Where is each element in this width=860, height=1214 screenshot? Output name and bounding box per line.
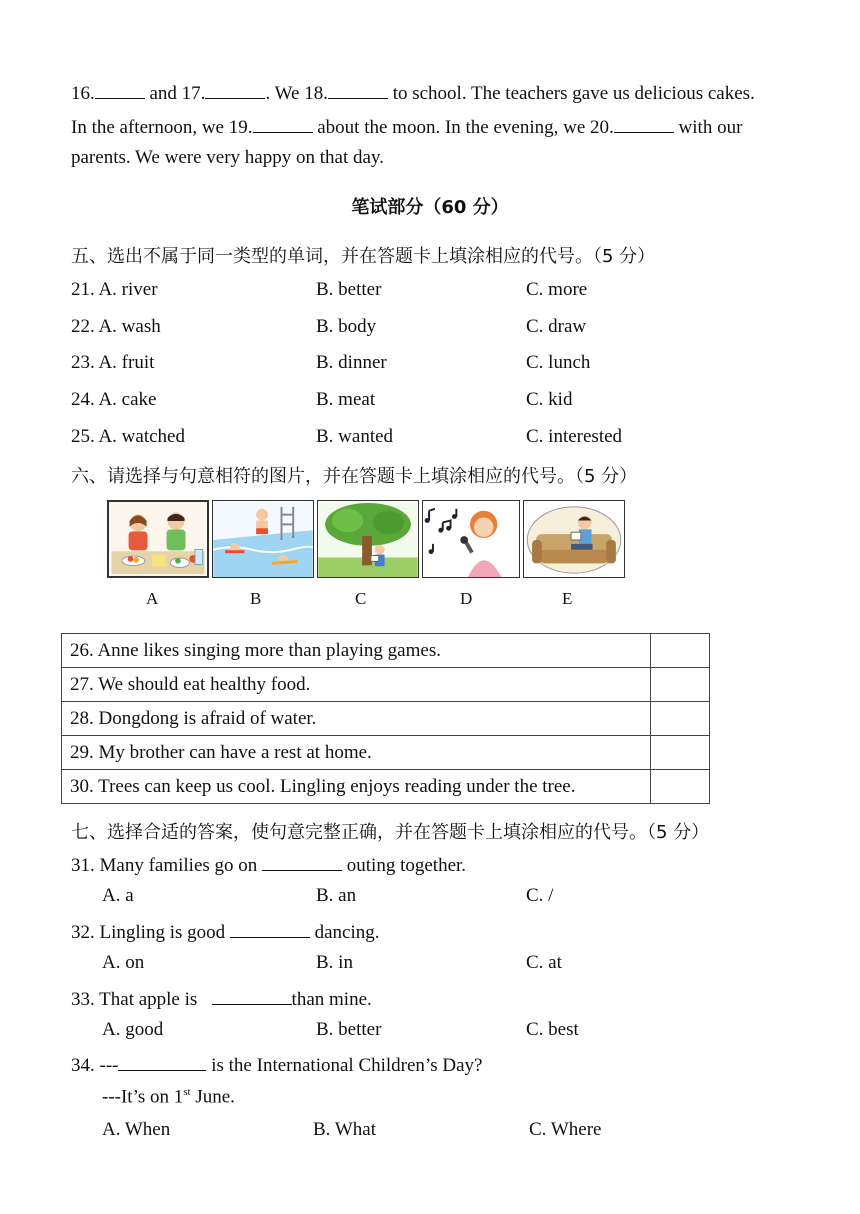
section7-title: 七、选择合适的答案，使句意完整正确，并在答题卡上填涂相应的代号。（5 分）: [71, 822, 710, 843]
blank-34: [118, 1052, 206, 1071]
family-meal-picture: [107, 500, 209, 578]
passage-text: and 17.: [149, 83, 206, 104]
q34-reply: ---It’s on 1st June.: [102, 1086, 235, 1108]
table-row: [62, 668, 710, 702]
q34-stem: 34. --- is the International Children’s Day?: [71, 1052, 482, 1077]
section5-title: 五、选出不属于同一类型的单词，并在答题卡上填涂相应的代号。（5 分）: [71, 246, 656, 267]
blank-18: [328, 80, 388, 99]
passage-line-1: [71, 80, 755, 105]
picture-label-a: A: [146, 589, 159, 608]
q24-option-c: C. kid: [526, 389, 573, 410]
q32-option-a: A. on: [102, 952, 145, 973]
table-row: [62, 770, 710, 804]
q34-option-a: A. When: [102, 1119, 171, 1140]
passage-text: with our: [678, 117, 743, 138]
q31-stem: 31. Many families go on outing together.: [71, 852, 466, 877]
answer-cell[interactable]: [651, 634, 710, 668]
girl-singing-picture: [422, 500, 520, 578]
q24-option-b: B. meat: [316, 389, 376, 410]
picture-label-e: E: [562, 589, 573, 608]
q22-option-c: C. draw: [526, 316, 587, 337]
sentence-cell: 28. Dongdong is afraid of water.: [62, 702, 651, 736]
q33-stem: 33. That apple is than mine.: [71, 986, 372, 1011]
answer-cell[interactable]: [651, 668, 710, 702]
passage-text: 16.: [71, 83, 95, 104]
q22-option-b: B. body: [316, 316, 377, 337]
q23-option-b: B. dinner: [316, 352, 387, 373]
q32-option-b: B. in: [316, 952, 353, 973]
answer-cell[interactable]: [651, 770, 710, 804]
passage-text: In the afternoon, we 19.: [71, 117, 253, 138]
sentence-cell: 26. Anne likes singing more than playing games.: [62, 634, 651, 668]
sentence-cell: 27. We should eat healthy food.: [62, 668, 651, 702]
blank-16: [95, 80, 145, 99]
blank-33: [212, 986, 292, 1005]
blank-32: [230, 919, 310, 938]
q33-option-b: B. better: [316, 1019, 382, 1040]
q25-number-option-a: 25. A. watched: [71, 426, 185, 447]
q25-option-b: B. wanted: [316, 426, 394, 447]
passage-text: to school. The teachers gave us delicious cakes.: [392, 83, 755, 104]
matching-table: [61, 633, 710, 804]
section6-title: 六、请选择与句意相符的图片，并在答题卡上填涂相应的代号。（5 分）: [71, 466, 638, 487]
q21-option-c: C. more: [526, 279, 588, 300]
passage-line-2: [71, 114, 742, 139]
passage-text: about the moon. In the evening, we 20.: [317, 117, 614, 138]
blank-17: [205, 80, 265, 99]
passage-line-3: parents. We were very happy on that day.: [71, 147, 384, 168]
reading-under-tree-picture: [317, 500, 419, 578]
picture-label-d: D: [460, 589, 473, 608]
table-row: [62, 634, 710, 668]
sentence-cell: 29. My brother can have a rest at home.: [62, 736, 651, 770]
table-row: [62, 736, 710, 770]
picture-label-c: C: [355, 589, 367, 608]
swimming-pool-picture: [212, 500, 314, 578]
q32-stem: 32. Lingling is good dancing.: [71, 919, 380, 944]
sentence-cell: 30. Trees can keep us cool. Lingling enjoys reading under the tree.: [62, 770, 651, 804]
q32-option-c: C. at: [526, 952, 562, 973]
passage-text: . We 18.: [265, 83, 328, 104]
picture-label-b: B: [250, 589, 262, 608]
q31-option-a: A. a: [102, 885, 134, 906]
q31-option-c: C. /: [526, 885, 554, 906]
written-section-title: 笔试部分（60 分）: [351, 197, 509, 218]
answer-cell[interactable]: [651, 736, 710, 770]
q25-option-c: C. interested: [526, 426, 623, 447]
q33-option-a: A. good: [102, 1019, 164, 1040]
q34-option-c: C. Where: [529, 1119, 602, 1140]
blank-20: [614, 114, 674, 133]
table-row: [62, 702, 710, 736]
q24-number-option-a: 24. A. cake: [71, 389, 157, 410]
q34-option-b: B. What: [313, 1119, 376, 1140]
q31-option-b: B. an: [316, 885, 357, 906]
q21-number-option-a: 21. A. river: [71, 279, 158, 300]
q22-number-option-a: 22. A. wash: [71, 316, 161, 337]
blank-19: [253, 114, 313, 133]
q33-option-c: C. best: [526, 1019, 579, 1040]
blank-31: [262, 852, 342, 871]
q23-number-option-a: 23. A. fruit: [71, 352, 155, 373]
boy-on-sofa-picture: [523, 500, 625, 578]
q21-option-b: B. better: [316, 279, 382, 300]
q23-option-c: C. lunch: [526, 352, 591, 373]
answer-cell[interactable]: [651, 702, 710, 736]
